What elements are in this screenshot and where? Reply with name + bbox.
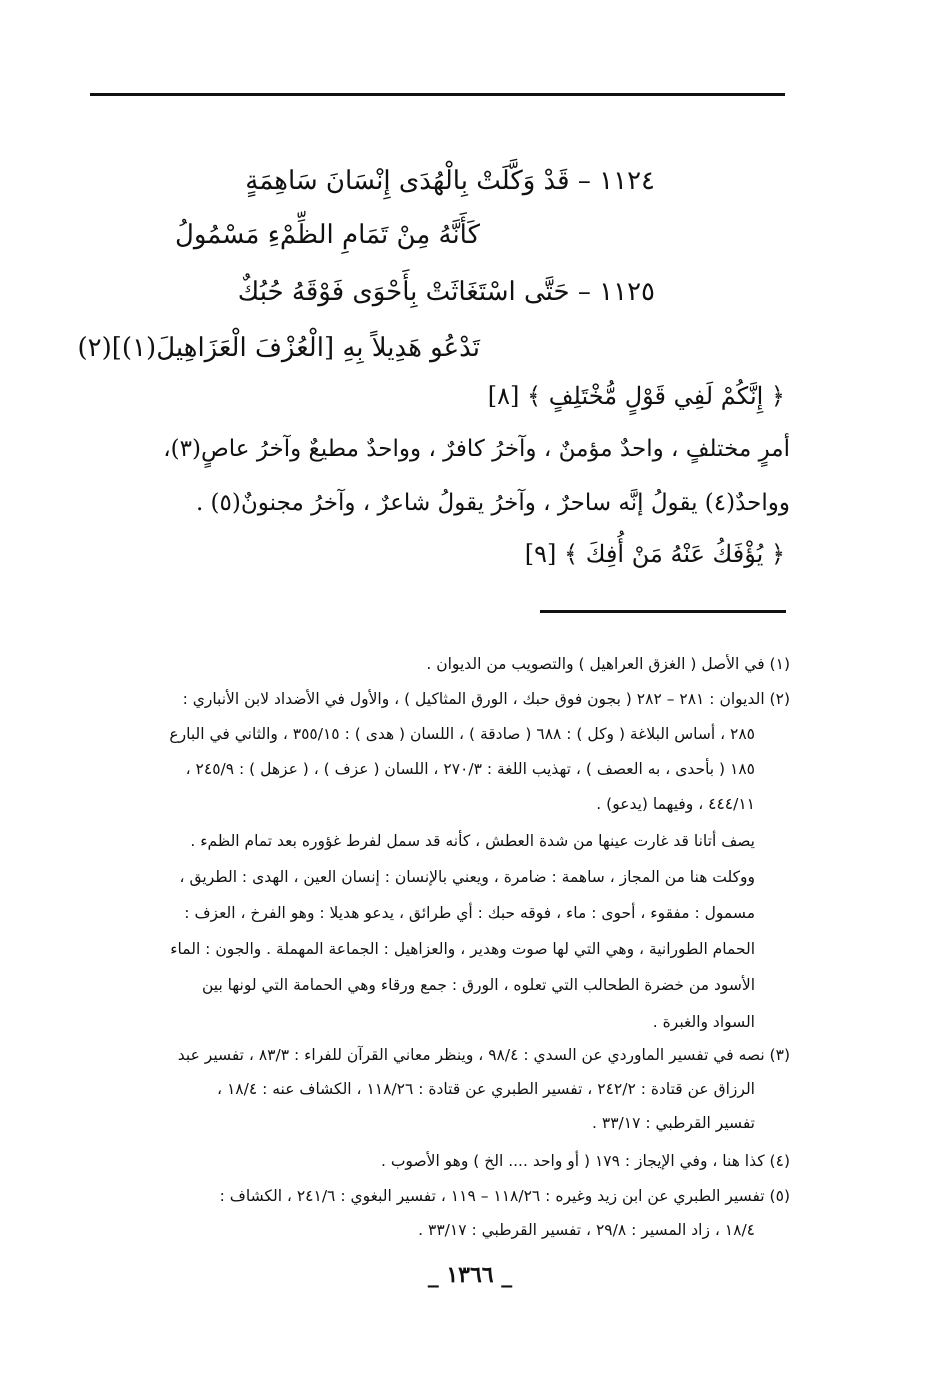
footnote-3-line-1: (٣) نصه في تفسير الماوردي عن السدي : ٩٨/٤ ، وينظر معاني القرآن للفراء : ٨٣/٣ ، تفسير عبد bbox=[177, 1046, 790, 1064]
footnote-2-line-10: السواد والغبرة . bbox=[652, 1013, 755, 1031]
footnote-3-line-3: تفسير القرطبي : ٣٣/١٧ . bbox=[592, 1114, 755, 1132]
quran-verse-8-number: [٨] bbox=[487, 382, 520, 410]
page-number: _ ١٣٦٦ _ bbox=[427, 1262, 513, 1288]
quran-verse-9 bbox=[525, 540, 785, 568]
footnote-2-line-6: ووكلت هنا من المجاز ، ساهمة : ضامرة ، ويعني بالإنسان : إنسان العين ، الهدى : الطريق ، bbox=[179, 868, 755, 886]
verse-1125-second-hemistich: تَدْعُو هَدِيلاً بِهِ [الْعُزْفَ الْعَزَاهِيلَ(١)](٢) bbox=[77, 333, 480, 363]
footnote-5-line-2: ١٨/٤ ، زاد المسير : ٢٩/٨ ، تفسير القرطبي : ٣٣/١٧ . bbox=[418, 1221, 755, 1239]
footnote-2-line-8: الحمام الطورانية ، وهي التي لها صوت وهدير ، والعزاهيل : الجماعة المهملة . والجون : الماء bbox=[170, 940, 755, 958]
quran-verse-8-text: ﴿ إِنَّكُمْ لَفِي قَوْلٍ مُّخْتَلِفٍ ﴾ bbox=[527, 382, 785, 410]
commentary-line-1: أمرٍ مختلفٍ ، واحدٌ مؤمنٌ ، وآخرُ كافرٌ ، وواحدٌ مطيعٌ وآخرُ عاصٍ(٣)، bbox=[163, 436, 790, 462]
footnote-2-line-9: الأسود من خضرة الطحالب التي تعلوه ، الورق : جمع ورقاء وهي الحمامة التي لونها بين bbox=[201, 976, 755, 994]
verse-1124-second-hemistich: كَأَنَّهُ مِنْ تَمَامِ الظِّمْءِ مَسْمُولُ bbox=[174, 220, 480, 250]
commentary-line-2: وواحدٌ(٤) يقولُ إنَّه ساحرٌ ، وآخرُ يقولُ شاعرٌ ، وآخرُ مجنونٌ(٥) . bbox=[195, 490, 790, 516]
footnote-2-line-1: (٢) الديوان : ٢٨١ – ٢٨٢ ( بجون فوق حبك ، الورق المثاكيل ) ، والأول في الأضداد لابن الأنباري : bbox=[182, 690, 790, 708]
quran-verse-8 bbox=[488, 382, 785, 410]
footnote-separator bbox=[540, 610, 786, 613]
footnote-2-line-7: مسمول : مفقوء ، أحوى : ماء ، فوقه حبك : أي طرائق ، يدعو هديلا : وهو الفرخ ، العزف : bbox=[184, 904, 755, 922]
footnote-2-line-5: يصف أتانا قد غارت عينها من شدة العطش ، كأنه قد سمل لفرط غؤوره بعد تمام الظمء . bbox=[190, 832, 755, 850]
quran-verse-9-text: ﴿ يُؤْفَكُ عَنْهُ مَنْ أُفِكَ ﴾ bbox=[564, 540, 785, 568]
footnote-2-line-4: ٤٤٤/١١ ، وفيهما (يدعو) . bbox=[596, 795, 755, 813]
verse-1125-first-hemistich: ١١٢٥ – حَتَّى اسْتَغَاثَتْ بِأَحْوَى فَوْقَهُ حُبُكٌ bbox=[237, 277, 655, 307]
footnote-5-line-1: (٥) تفسير الطبري عن ابن زيد وغيره : ١١٨/٢٦ – ١١٩ ، تفسير البغوي : ٢٤١/٦ ، الكشاف : bbox=[219, 1187, 790, 1205]
quran-verse-9-number: [٩] bbox=[524, 540, 557, 568]
footnote-2-line-2: ٢٨٥ ، أساس البلاغة ( وكل ) : ٦٨٨ ( صادقة ) ، اللسان ( هدى ) : ٣٥٥/١٥ ، والثاني في البارع bbox=[169, 725, 755, 743]
verse-1124-first-hemistich: ١١٢٤ – قَدْ وَكَّلَتْ بِالْهُدَى إِنْسَانَ سَاهِمَةٍ bbox=[245, 166, 655, 196]
footnote-1: (١) في الأصل ( الغزق العراهيل ) والتصويب من الديوان . bbox=[426, 655, 790, 673]
footnote-2-line-3: ١٨٥ ( بأحدى ، به العصف ) ، تهذيب اللغة : ٢٧٠/٣ ، اللسان ( عزف ) ، ( عزهل ) : ٢٤٥/٩ ، bbox=[185, 760, 755, 778]
header-rule bbox=[90, 93, 785, 96]
footnote-3-line-2: الرزاق عن قتادة : ٢٤٢/٢ ، تفسير الطبري عن قتادة : ١١٨/٢٦ ، الكشاف عنه : ١٨/٤ ، bbox=[217, 1080, 755, 1098]
footnote-4: (٤) كذا هنا ، وفي الإيجاز : ١٧٩ ( أو واحد .... الخ ) وهو الأصوب . bbox=[380, 1152, 790, 1170]
